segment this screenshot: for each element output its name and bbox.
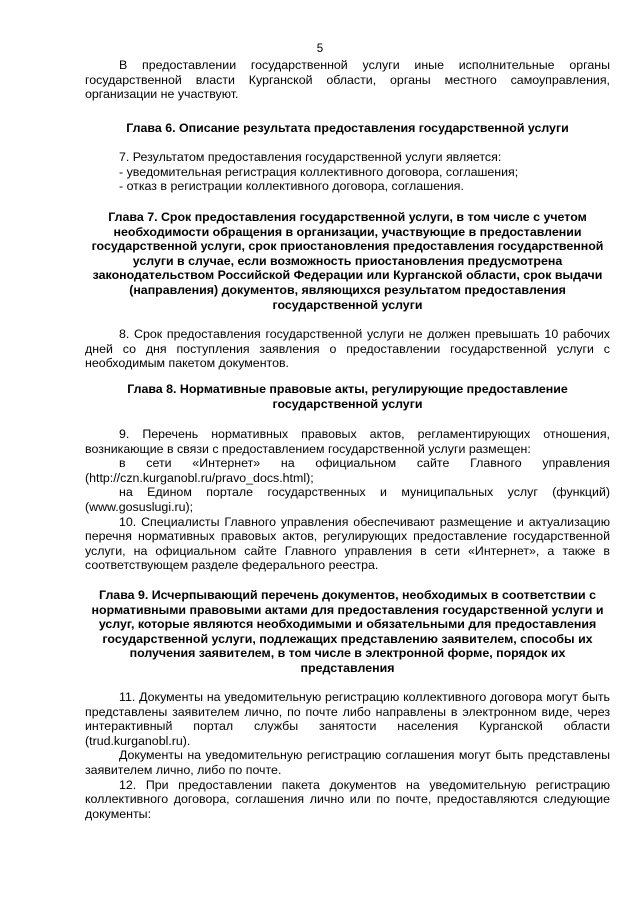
- paragraph-9-site: в сети «Интернет» на официальном сайте Главного управления (http://czn.kurganobl.ru/pravo_docs.html);: [85, 456, 610, 485]
- chapter9-heading: Глава 9. Исчерпывающий перечень документов, необходимых в соответствии с нормативными правовыми актами для предоставления государственной услуги и услуг, которые являются необходимыми и обязательными для предоставления государственной услуги, подлежащих представлению заявителем, способы их получения заявителем, в том числе в электронной форме, порядок их представления: [91, 588, 604, 675]
- result-item-refusal: - отказ в регистрации коллективного договора, соглашения.: [119, 179, 464, 194]
- chapter8-body: [85, 427, 610, 573]
- chapter7-heading: Глава 7. Срок предоставления государственной услуги, в том числе с учетом необходимости обращения в организации, участвующие в предоставлении государственной услуги, срок приостановления предоставления государственной услуги в случае, если возможность приостановления предусмотрена законодательством Российской Федерации или Курганской области, срок выдачи (направления) документов, являющихся результатом предоставления государственной услуги: [91, 210, 604, 312]
- paragraph-9-portal: на Едином портале государственных и муниципальных услуг (функций) (www.gosuslugi.ru);: [85, 485, 610, 514]
- result-item-registration: - уведомительная регистрация коллективного договора, соглашения;: [119, 164, 519, 179]
- chapter6-heading: Глава 6. Описание результата предоставления государственной услуги: [126, 121, 569, 135]
- chapter9-body: [85, 690, 610, 821]
- chapter8-heading: Глава 8. Нормативные правовые акты, регулирующие предоставление государственной услуги: [127, 382, 568, 411]
- chapter7-paragraph-8: 8. Срок предоставления государственной услуги не должен превышать 10 рабочих дней со дня поступления заявления о предоставлении государственной услуги с необходимым пакетом документов.: [85, 327, 610, 371]
- page-number: 5: [316, 43, 324, 55]
- paragraph-10: 10. Специалисты Главного управления обеспечивают размещение и актуализацию перечня нормативных правовых актов, регулирующих предоставление государственной услуги, на официальном сайте Главного управления в сети «Интернет», а также в соответствующем разделе федерального реестра.: [85, 514, 610, 573]
- result-intro-line: 7. Результатом предоставления государственной услуги является:: [119, 150, 502, 164]
- intro-paragraph: В предоставлении государственной услуги иные исполнительные органы государственной власти Курганской области, органы местного самоуправления, организации не участвуют.: [85, 58, 610, 102]
- paragraph-11-agreement: Документы на уведомительную регистрацию соглашения могут быть представлены заявителем лично, либо по почте.: [85, 748, 610, 777]
- paragraph-12: 12. При предоставлении пакета документов на уведомительную регистрацию коллективного договора, соглашения лично или по почте, предоставляются следующие документы:: [85, 777, 610, 821]
- paragraph-11: 11. Документы на уведомительную регистрацию коллективного договора могут быть представлены заявителем лично, по почте либо направлены в электронном виде, через интерактивный портал службы занятости населения Курганской области (trud.kurganobl.ru).: [85, 690, 610, 748]
- chapter6-result-list: [119, 150, 599, 194]
- paragraph-9: 9. Перечень нормативных правовых актов, регламентирующих отношения, возникающие в связи с предоставлением государственной услуги размещен:: [85, 427, 610, 456]
